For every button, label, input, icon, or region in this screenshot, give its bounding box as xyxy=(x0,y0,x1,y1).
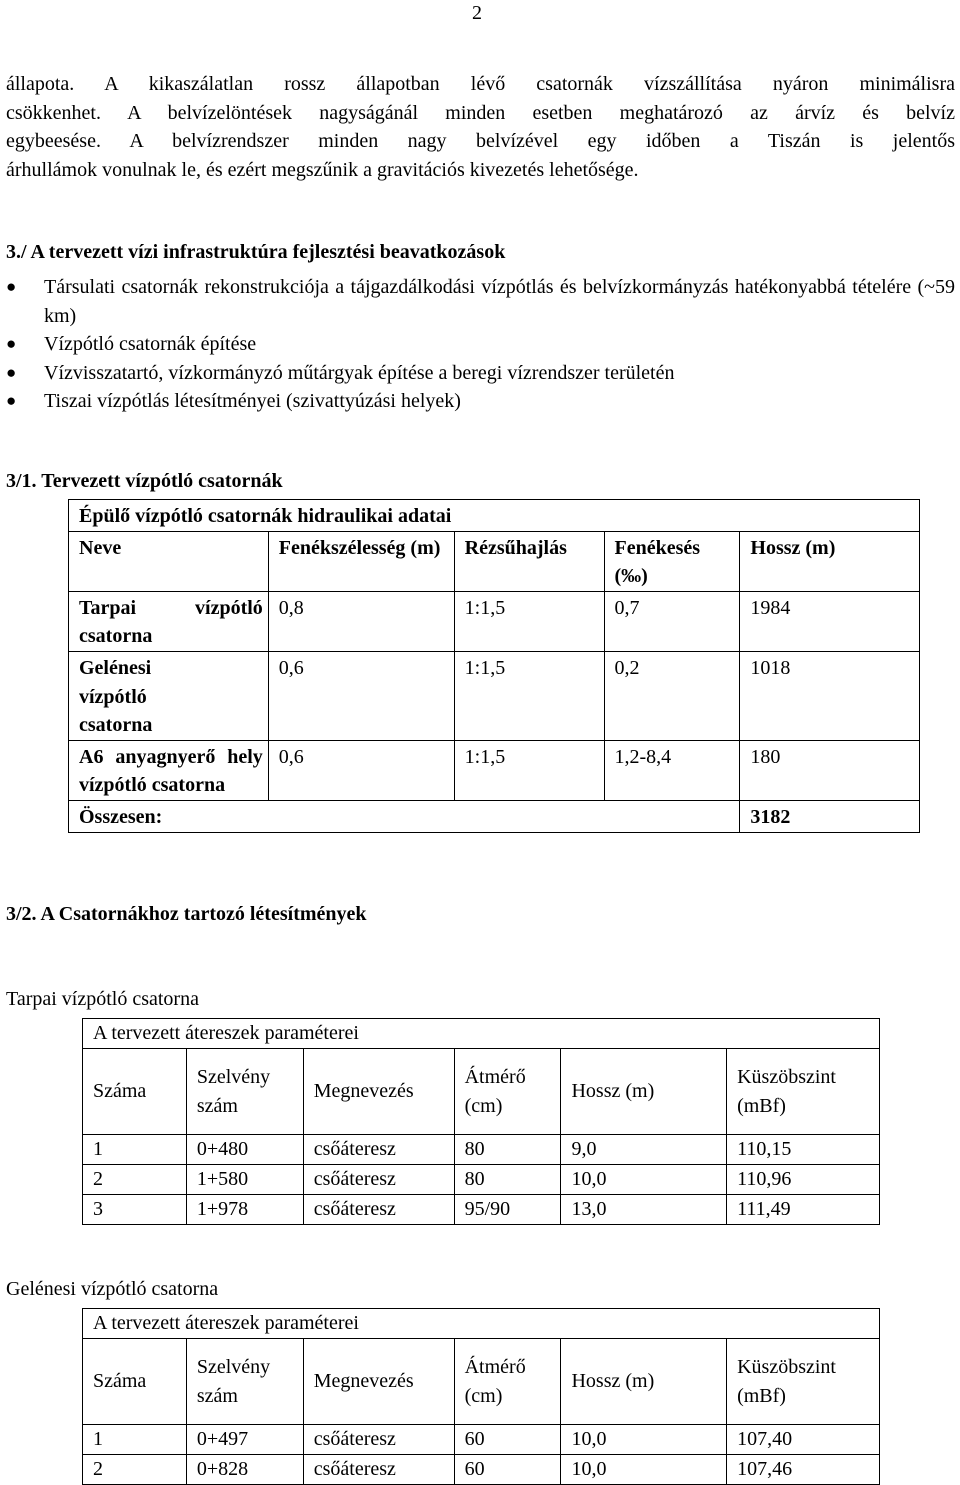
total-value: 3182 xyxy=(740,800,920,832)
table-cell: 107,40 xyxy=(727,1425,880,1455)
column-header: Hossz (m) xyxy=(561,1339,727,1425)
cell-width: 0,6 xyxy=(268,740,454,800)
column-header: Átmérő (cm) xyxy=(454,1339,561,1425)
column-header: Fenékesés (‰) xyxy=(604,531,740,591)
bullet-text: Vízvisszatartó, vízkormányzó műtárgyak építése a beregi vízrendszer területén xyxy=(44,361,675,384)
table-row xyxy=(83,1195,880,1225)
cell-fall: 0,7 xyxy=(604,591,740,651)
column-header: Küszöbszint (mBf) xyxy=(727,1049,880,1135)
table-cell: 1 xyxy=(83,1135,187,1165)
column-header: Küszöbszint (mBf) xyxy=(727,1339,880,1425)
gelenesi-title: Gelénesi vízpótló csatorna xyxy=(6,1278,219,1300)
cell-length: 1018 xyxy=(740,651,920,740)
bullet-text: Tiszai vízpótlás létesítményei (szivattyúzási helyek) xyxy=(44,390,461,413)
gelenesi-culvert-table xyxy=(82,1308,880,1485)
table-cell: 3 xyxy=(83,1195,187,1225)
tarpai-title: Tarpai vízpótló csatorna xyxy=(6,988,199,1010)
table-caption: A tervezett átereszek paraméterei xyxy=(83,1019,880,1049)
column-header: Megnevezés xyxy=(303,1049,454,1135)
cell-slope: 1:1,5 xyxy=(454,651,604,740)
table-cell: 1+580 xyxy=(186,1165,303,1195)
table-cell: csőáteresz xyxy=(303,1135,454,1165)
bullet-item xyxy=(6,330,955,359)
section-3-title: 3./ A tervezett vízi infrastruktúra fejlesztési beavatkozások xyxy=(6,241,506,263)
table-cell: 110,15 xyxy=(727,1135,880,1165)
column-header: Szelvény szám xyxy=(186,1049,303,1135)
canal-name: A6 anyagnyerő hely vízpótló csatorna xyxy=(69,740,269,800)
section-3-bullet-list xyxy=(6,273,955,416)
intro-line: csökkenhet. A belvízelöntések nagyságánál minden esetben meghatározó az árvíz és belvíz xyxy=(6,101,955,124)
bullet-text: Társulati csatornák rekonstrukciója a tájgazdálkodási vízpótlás és belvízkormányzás hatékonyabbá tételére (~59 km) xyxy=(44,276,955,327)
column-header: Megnevezés xyxy=(303,1339,454,1425)
bullet-item xyxy=(6,359,955,388)
table-cell: csőáteresz xyxy=(303,1455,454,1485)
column-header: Rézsűhajlás xyxy=(454,531,604,591)
table-cell: 60 xyxy=(454,1425,561,1455)
intro-line: állapota. A kikaszálatlan rossz állapotban lévő csatornák vízszállítása nyáron minimálisra xyxy=(6,73,955,95)
total-label: Összesen: xyxy=(69,800,740,832)
table-row xyxy=(83,1165,880,1195)
table-cell: csőáteresz xyxy=(303,1425,454,1455)
cell-length: 180 xyxy=(740,740,920,800)
table-caption-row xyxy=(83,1019,880,1049)
column-header: Hossz (m) xyxy=(740,531,920,591)
table-cell: 2 xyxy=(83,1165,187,1195)
table-row xyxy=(83,1455,880,1485)
table-cell: 60 xyxy=(454,1455,561,1485)
bullet-text: Vízpótló csatornák építése xyxy=(44,333,257,356)
table-row xyxy=(69,591,920,651)
table-cell: 10,0 xyxy=(561,1455,727,1485)
intro-paragraph xyxy=(6,70,955,184)
table-header-row xyxy=(83,1049,880,1135)
table-caption: A tervezett átereszek paraméterei xyxy=(83,1309,880,1339)
cell-fall: 0,2 xyxy=(604,651,740,740)
table-cell: 95/90 xyxy=(454,1195,561,1225)
bullet-icon: ● xyxy=(6,334,17,354)
table-row xyxy=(69,740,920,800)
table-header-row xyxy=(83,1339,880,1425)
column-header: Száma xyxy=(83,1049,187,1135)
cell-fall: 1,2-8,4 xyxy=(604,740,740,800)
column-header: Fenékszélesség (m) xyxy=(268,531,454,591)
column-header: Átmérő (cm) xyxy=(454,1049,561,1135)
table-cell: 80 xyxy=(454,1165,561,1195)
bullet-icon: ● xyxy=(6,391,17,411)
tarpai-culvert-table xyxy=(82,1018,880,1225)
cell-slope: 1:1,5 xyxy=(454,591,604,651)
bullet-item xyxy=(6,273,955,330)
cell-width: 0,8 xyxy=(268,591,454,651)
canal-name: Gelénesi vízpótló csatorna xyxy=(69,651,269,740)
table-cell: 10,0 xyxy=(561,1425,727,1455)
canal-name: Tarpai vízpótló csatorna xyxy=(69,591,269,651)
table-cell: csőáteresz xyxy=(303,1165,454,1195)
cell-slope: 1:1,5 xyxy=(454,740,604,800)
intro-line: árhullámok vonulnak le, és ezért megszűnik a gravitációs kivezetés lehetősége. xyxy=(6,158,639,181)
table-total-row xyxy=(69,800,920,832)
table-caption: Épülő vízpótló csatornák hidraulikai adatai xyxy=(69,500,920,532)
table-cell: 107,46 xyxy=(727,1455,880,1485)
bullet-icon: ● xyxy=(6,362,17,382)
table-cell: 13,0 xyxy=(561,1195,727,1225)
column-header: Szelvény szám xyxy=(186,1339,303,1425)
table-cell: csőáteresz xyxy=(303,1195,454,1225)
table-cell: 2 xyxy=(83,1455,187,1485)
cell-length: 1984 xyxy=(740,591,920,651)
column-header: Száma xyxy=(83,1339,187,1425)
table-cell: 80 xyxy=(454,1135,561,1165)
bullet-item xyxy=(6,387,955,416)
table-cell: 9,0 xyxy=(561,1135,727,1165)
table-caption-row xyxy=(69,500,920,532)
bullet-icon: ● xyxy=(6,277,17,296)
table-header-row xyxy=(69,531,920,591)
table-cell: 1+978 xyxy=(186,1195,303,1225)
table-cell: 111,49 xyxy=(727,1195,880,1225)
table-cell: 10,0 xyxy=(561,1165,727,1195)
table-cell: 110,96 xyxy=(727,1165,880,1195)
column-header: Hossz (m) xyxy=(561,1049,727,1135)
column-header: Neve xyxy=(69,531,269,591)
table-row xyxy=(83,1425,880,1455)
table-row xyxy=(69,651,920,740)
table-cell: 0+480 xyxy=(186,1135,303,1165)
intro-line: egybeesése. A belvízrendszer minden nagy belvízével egy időben a Tiszán is jelentős xyxy=(6,130,955,153)
table-row xyxy=(83,1135,880,1165)
section-32-title: 3/2. A Csatornákhoz tartozó létesítmények xyxy=(6,903,367,925)
table-cell: 0+828 xyxy=(186,1455,303,1485)
hydraulic-data-table xyxy=(68,499,920,833)
table-cell: 0+497 xyxy=(186,1425,303,1455)
table-cell: 1 xyxy=(83,1425,187,1455)
table-caption-row xyxy=(83,1309,880,1339)
section-31-title: 3/1. Tervezett vízpótló csatornák xyxy=(6,470,283,492)
page-number: 2 xyxy=(472,2,482,24)
cell-width: 0,6 xyxy=(268,651,454,740)
